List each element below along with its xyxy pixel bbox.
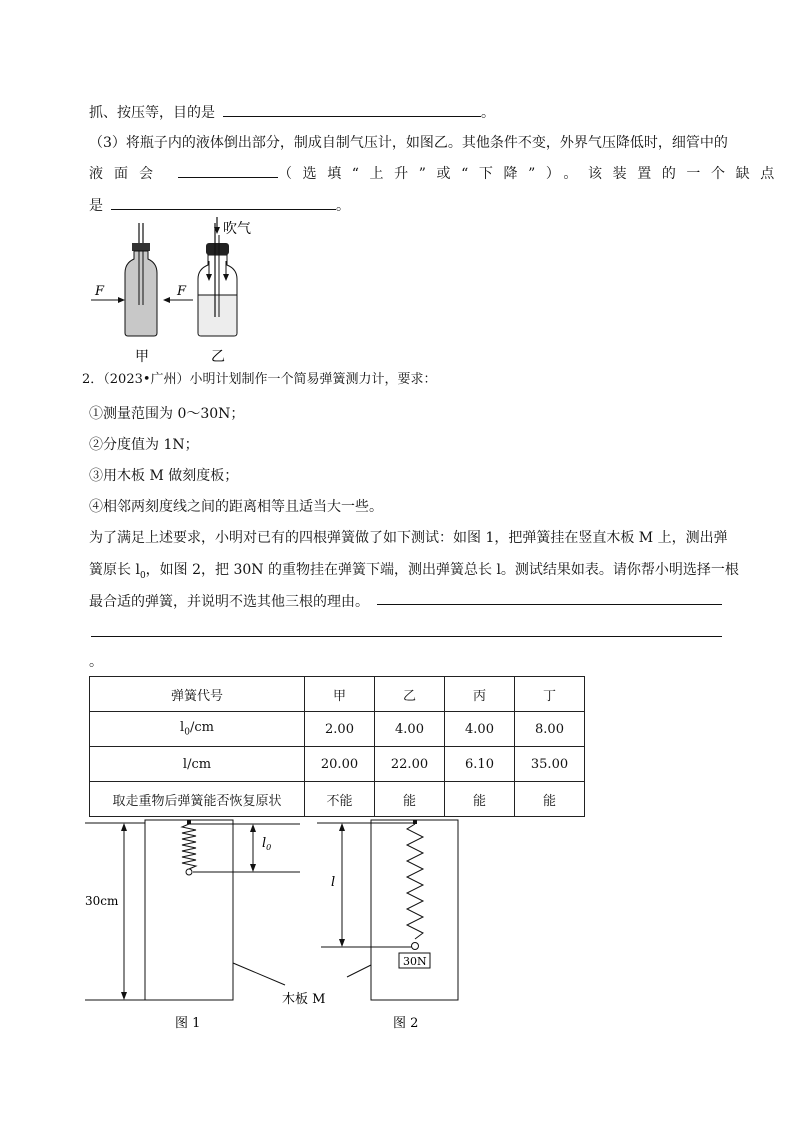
l0-label-subscript: 0: [184, 727, 190, 738]
caption-figure-2: 图 2: [393, 1016, 419, 1031]
q2-req3: ③用木板 M 做刻度板；: [89, 468, 239, 484]
weight-label: 30N: [403, 955, 427, 968]
bottle-left: [125, 223, 157, 336]
table-cell: 能: [445, 782, 515, 817]
l0-label-unit: /cm: [189, 720, 214, 736]
q3-line2: [89, 163, 785, 184]
table-cell: 2.00: [305, 712, 375, 747]
q3-line3-end: 。: [336, 198, 350, 214]
q3-line2-prefix: 液面会: [89, 166, 164, 182]
q2-end-mark: 。: [89, 654, 103, 670]
table-row-label: [90, 712, 305, 747]
force-label-left: F: [95, 284, 105, 299]
table-header-row: [90, 677, 585, 712]
table-header-cell: 弹簧代号: [90, 677, 305, 712]
table-cell: 不能: [305, 782, 375, 817]
l-label: l: [331, 875, 336, 890]
q2-para2-rest: ，如图 2，把 30N 的重物挂在弹簧下端，测出弹簧总长 l。测试结果如表。请你帮小明选择一根: [145, 562, 739, 578]
q2-para1: 为了满足上述要求，小明对已有的四根弹簧做了如下测试：如图 1，把弹簧挂在竖直木板 M 上，测出弹: [89, 530, 728, 546]
table-header-cell: 丁: [515, 677, 585, 712]
q2-answer-blank-2[interactable]: [91, 636, 722, 637]
q2-req2: ②分度值为 1N；: [89, 437, 199, 453]
q3-blank-1[interactable]: [178, 163, 278, 178]
table-cell: 6.10: [445, 747, 515, 782]
q3-line1: （3）将瓶子内的液体倒出部分，制成自制气压计，如图乙。其他条件不变，外界气压降低时，细管中的: [89, 135, 728, 151]
q2-req1: ①测量范围为 0～30N；: [89, 406, 245, 422]
table-header-cell: 甲: [305, 677, 375, 712]
q1-answer-blank[interactable]: [223, 102, 481, 117]
table-cell: 20.00: [305, 747, 375, 782]
q2-header: 2．（2023•广州）小明计划制作一个简易弹簧测力计，要求：: [82, 372, 437, 387]
q2-para3-text: 最合适的弹簧，并说明不选其他三根的理由。: [89, 594, 369, 610]
bottle-figure: [85, 215, 255, 365]
table-cell: 4.00: [375, 712, 445, 747]
table-cell: 35.00: [515, 747, 585, 782]
q3-blank-2[interactable]: [111, 195, 336, 210]
caption-yi: 乙: [211, 349, 225, 365]
table-cell: 8.00: [515, 712, 585, 747]
table-row-label: 取走重物后弹簧能否恢复原状: [90, 782, 305, 817]
board-label: 木板 M: [282, 992, 326, 1007]
caption-jia: 甲: [135, 349, 149, 365]
table-cell: 能: [515, 782, 585, 817]
figure-2: [317, 820, 458, 1000]
table-cell: 能: [375, 782, 445, 817]
table-row: [90, 782, 585, 817]
q2-para2-start: 簧原长 l: [89, 562, 140, 578]
q2-answer-blank-1[interactable]: [377, 604, 722, 605]
spring-figure: [85, 815, 485, 1030]
table-cell: 4.00: [445, 712, 515, 747]
table-header-cell: 丙: [445, 677, 515, 712]
q1-answer-line: [89, 102, 495, 123]
l0-label: $l_0$: [262, 836, 272, 852]
table-row: [90, 712, 585, 747]
table-cell: 22.00: [375, 747, 445, 782]
table-row: [90, 747, 585, 782]
q3-line3: [89, 195, 350, 216]
caption-figure-1: 图 1: [175, 1016, 201, 1031]
table-header-cell: 乙: [375, 677, 445, 712]
blow-label: 吹气: [223, 221, 251, 237]
q3-line2-suffix: （选填“上升”或“下降”）。该装置的一个缺点: [278, 166, 785, 182]
q2-para2: [89, 560, 739, 586]
q2-para3: [89, 592, 369, 612]
spring-test-table: [89, 676, 585, 817]
force-label-right: F: [177, 284, 187, 299]
height-label: 30cm: [85, 894, 119, 908]
l0-label-main: l: [180, 720, 185, 736]
q1-tail-text: 抓、按压等，目的是: [89, 105, 215, 121]
table-row-label: l/cm: [90, 747, 305, 782]
q2-para2-subscript: 0: [139, 570, 146, 581]
q2-req4: ④相邻两刻度线之间的距离相等且适当大一些。: [89, 499, 383, 515]
q1-end-mark: 。: [481, 105, 495, 121]
q3-line3-prefix: 是: [89, 198, 103, 214]
